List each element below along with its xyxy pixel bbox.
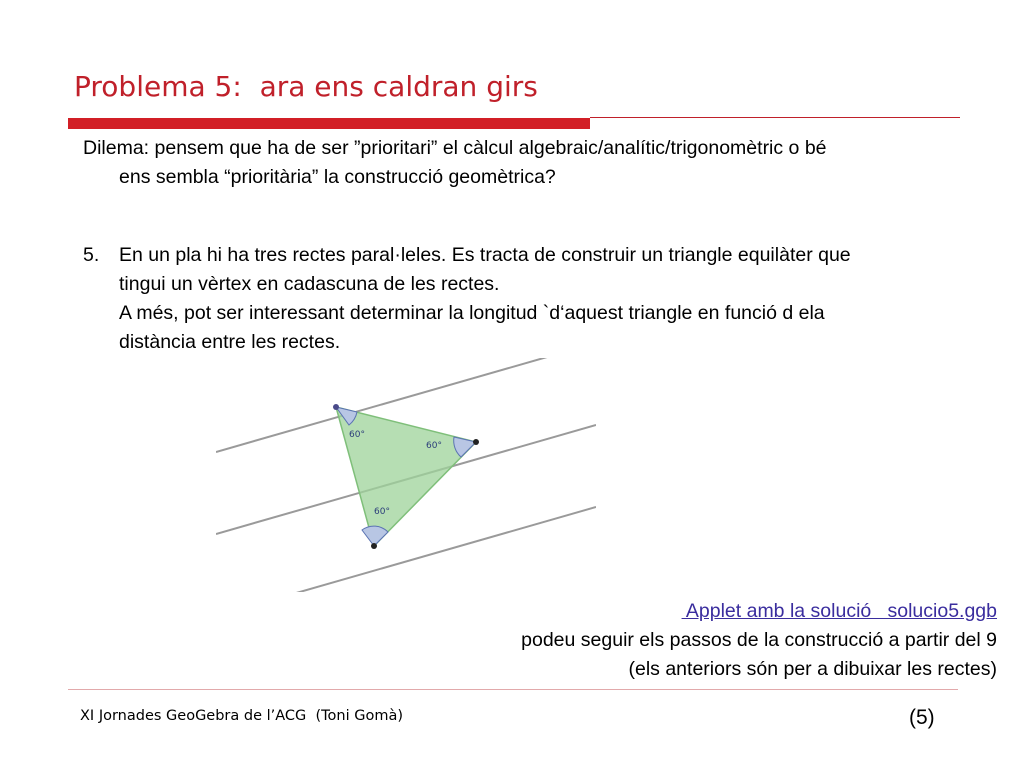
footer-credit: XI Jornades GeoGebra de l’ACG (Toni Gomà) — [80, 708, 404, 724]
applet-link[interactable]: Applet amb la solució solucio5.ggb — [681, 600, 997, 622]
item-text — [119, 241, 999, 357]
item-line-4: distància entre les rectes. — [119, 331, 341, 353]
equilateral-triangle — [336, 407, 476, 546]
item-number: 5. — [83, 244, 100, 266]
dilema-line-1: Dilema: pensem que ha de ser ”prioritari” el càlcul algebraic/analític/trigonomètric o bé — [83, 137, 827, 159]
vertex-point-right — [473, 439, 479, 445]
slide-title: Problema 5: ara ens caldran girs — [74, 70, 538, 103]
dilema-line-2: ens sembla “prioritària” la construcció geomètrica? — [119, 166, 556, 188]
item-line-3: A més, pot ser interessant determinar la longitud `d‘aquest triangle en funció d ela — [119, 302, 825, 324]
construction-note-2: (els anteriors són per a dibuixar les rectes) — [628, 658, 997, 680]
title-underline-line — [590, 117, 960, 118]
geogebra-figure — [216, 358, 596, 592]
dilema-paragraph — [83, 134, 983, 192]
construction-note: podeu seguir els passos de la construcció a partir del 9 — [521, 629, 997, 651]
parallel-line-3 — [216, 507, 596, 592]
angle-label-bottom: 60° — [374, 507, 390, 517]
angle-label-top: 60° — [349, 430, 365, 440]
links-block — [521, 597, 997, 684]
angle-label-right: 60° — [426, 441, 442, 451]
footer-divider — [68, 689, 958, 690]
page-number: (5) — [909, 706, 935, 729]
item-line-1: En un pla hi ha tres rectes paral·leles. Es tracta de construir un triangle equilàter que — [119, 244, 851, 266]
title-underline-bar — [68, 118, 590, 129]
vertex-point-top — [333, 404, 339, 410]
vertex-point-bottom — [371, 543, 377, 549]
angle-arc-bottom — [362, 526, 388, 546]
item-line-2: tingui un vèrtex en cadascuna de les rectes. — [119, 273, 500, 295]
